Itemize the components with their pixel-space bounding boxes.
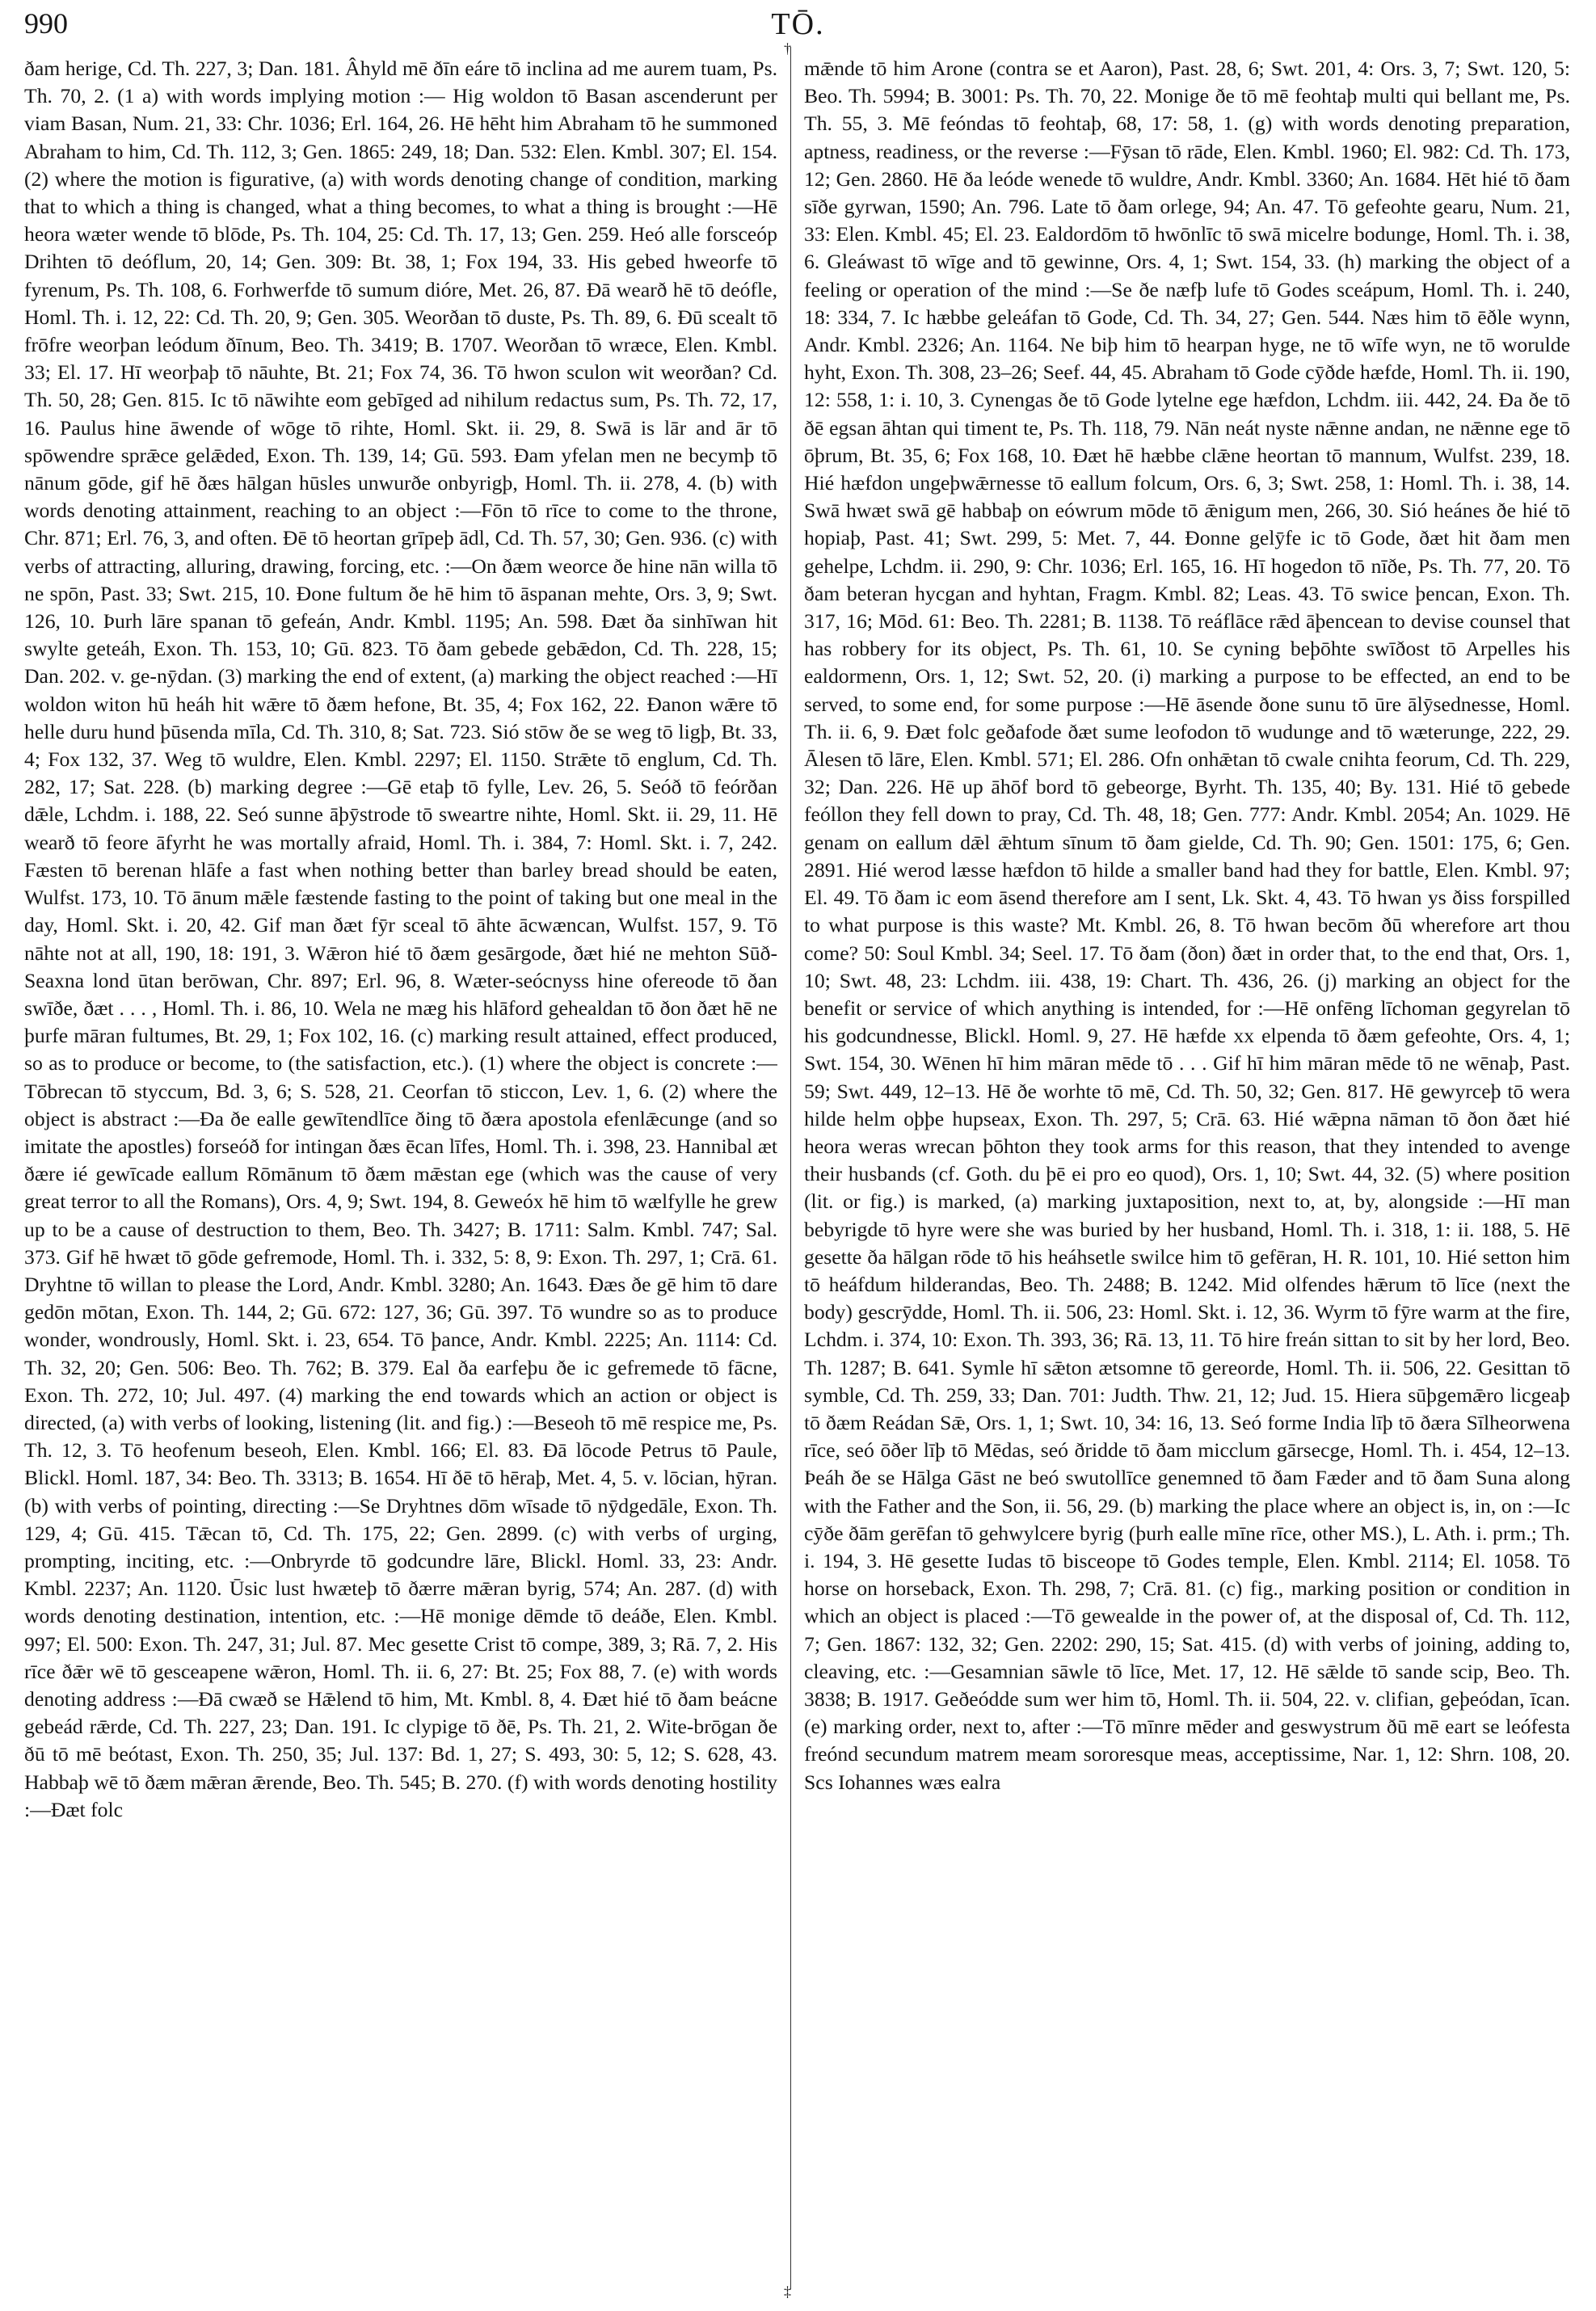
column-divider — [790, 47, 791, 2289]
right-column — [804, 55, 1570, 2289]
left-column — [24, 55, 777, 2289]
page-number: 990 — [24, 7, 68, 40]
running-headword: TŌ. — [771, 7, 825, 41]
page-header — [0, 0, 1596, 48]
left-column-text: ðam herige, Cd. Th. 227, 3; Dan. 181. Âhyld mē ðīn eáre tō inclina ad me aurem tuam, Ps. Th. 70, 2. (1 a) with words implying motion :— Hig woldon tō Basan ascenderunt per viam Basan, Num. 21, 33: Chr. 1036; Erl. 164, 26. Hē hēht him Abraham tō he summoned Abraham to him, Cd. Th. 112, 3; Gen. 1865: 249, 18; Dan. 532: Elen. Kmbl. 307; El. 154. (2) where the motion is figurative, (a) with words denoting change of condition, marking that to which a thing is changed, what a thing becomes, to what a thing is brought :—Hē heora wæter wende tō blōde, Ps. Th. 104, 25: Cd. Th. 17, 13; Gen. 259. Heó alle forsceóp Drihten tō deóflum, 20, 14; Gen. 309: Bt. 38, 1; Fox 194, 33. His gebed hweorfe tō fyrenum, Ps. Th. 108, 6. Forhwerfde tō sumum dióre, Met. 26, 87. Ðā wearð hē tō deófle, Homl. Th. i. 12, 22: Cd. Th. 20, 9; Gen. 305. Weorðan tō duste, Ps. Th. 89, 6. Ðū scealt tō frōfre weorþan leódum ðīnum, Beo. Th. 3419; B. 1707. Weorðan tō wræce, Elen. Kmbl. 33; El. 17. Hī weorþaþ tō nāuhte, Bt. 21; Fox 74, 36. Tō hwon sculon wit weorðan? Cd. Th. 50, 28; Gen. 815. Ic tō nāwihte eom gebīged ad nihilum redactus sum, Ps. Th. 72, 17, 16. Paulus hine āwende of wōge tō rihte, Homl. Skt. ii. 29, 8. Swā is lār and ār tō spōwendre sprǣce gelǣded, Exon. Th. 139, 14; Gū. 593. Ðam yfelan men ne becymþ tō nānum gōde, gif hē ðæs hālgan hūsles unwurðe onbyrigþ, Homl. Th. ii. 278, 4. (b) with words denoting attainment, reaching to an object :—Fōn tō rīce to come to the throne, Chr. 871; Erl. 76, 3, and often. Ðē tō heortan grīpeþ ādl, Cd. Th. 57, 30; Gen. 936. (c) with verbs of attracting, alluring, drawing, forcing, etc. :—On ðæm weorce ðe hine nān willa tō ne spōn, Past. 33; Swt. 215, 10. Ðone fultum ðe hē him tō āspanan mehte, Ors. 3, 9; Swt. 126, 10. Þurh lāre spanan tō gefeán, Andr. Kmbl. 1195; An. 598. Ðæt ða sinhīwan hit swylte geteáh, Exon. Th. 153, 10; Gū. 823. Tō ðam gebede gebǣdon, Cd. Th. 228, 15; Dan. 202. v. ge-nȳdan. (3) marking the end of extent, (a) marking the object reached :—Hī woldon witon hū heáh hit wǣre tō ðæm hefone, Bt. 35, 4; Fox 162, 22. Ðanon wǣre tō helle duru hund þūsenda mīla, Cd. Th. 310, 8; Sat. 723. Sió stōw ðe se weg tō ligþ, Bt. 33, 4; Fox 132, 37. Weg tō wuldre, Elen. Kmbl. 2297; El. 1150. Strǣte tō englum, Cd. Th. 282, 17; Sat. 228. (b) marking degree :—Gē etaþ tō fylle, Lev. 26, 5. Seóð tō feórðan dǣle, Lchdm. i. 188, 22. Seó sunne āþȳstrode tō sweartre nihte, Homl. Skt. ii. 29, 11. Hē wearð tō feore āfyrht he was mortally afraid, Homl. Th. i. 384, 7: Homl. Skt. i. 7, 242. Fæsten tō berenan hlāfe a fast when nothing better than barley bread should be eaten, Wulfst. 173, 10. Tō ānum mǣle fæstende fasting to the point of taking but one meal in the day, Homl. Skt. i. 20, 42. Gif man ðæt fȳr sceal tō āhte ācwæncan, Wulfst. 157, 9. Tō nāhte not at all, 190, 18: 191, 3. Wǣron hié tō ðæm gesārgode, ðæt hié ne mehton Sūð-Seaxna lond ūtan berōwan, Chr. 897; Erl. 96, 8. Wæter-seócnyss hine ofereode tō ðan swīðe, ðæt . . . , Homl. Th. i. 86, 10. Wela ne mæg his hlāford gehealdan tō ðon ðæt hē ne þurfe māran fultumes, Bt. 29, 1; Fox 102, 16. (c) marking result attained, effect produced, so as to produce or become, to (the satisfaction, etc.). (1) where the object is concrete :—Tōbrecan tō styccum, Bd. 3, 6; S. 528, 21. Ceorfan tō sticcon, Lev. 1, 6. (2) where the object is abstract :—Ða ðe ealle gewītendlīce ðing tō ðæra apostola efenlǣcunge (and so imitate the apostles) forseóð for intingan ðæs ēcan līfes, Homl. Th. i. 398, 23. Hannibal æt ðære ié gewīcade eallum Rōmānum tō ðæm mǣstan ege (which was the cause of very great terror to all the Romans), Ors. 4, 9; Swt. 194, 8. Geweóx hē him tō wælfylle he grew up to be a cause of destruction to them, Beo. Th. 3427; B. 1711: Salm. Kmbl. 747; Sal. 373. Gif hē hwæt tō gōde gefremode, Homl. Th. i. 332, 5: 8, 9: Exon. Th. 297, 1; Crā. 61. Dryhtne tō willan to please the Lord, Andr. Kmbl. 3280; An. 1643. Ðæs ðe gē him tō dare gedōn mōtan, Exon. Th. 144, 2; Gū. 672: 127, 36; Gū. 397. Tō wundre so as to produce wonder, wondrously, Homl. Skt. i. 23, 654. Tō þance, Andr. Kmbl. 2225; An. 1114: Cd. Th. 32, 20; Gen. 506: Beo. Th. 762; B. 379. Eal ða earfeþu ðe ic gefremede tō fācne, Exon. Th. 272, 10; Jul. 497. (4) marking the end towards which an action or object is directed, (a) with verbs of looking, listening (lit. and fig.) :—Beseoh tō mē respice me, Ps. Th. 12, 3. Tō heofenum beseoh, Elen. Kmbl. 166; El. 83. Ðā lōcode Petrus tō Paule, Blickl. Homl. 187, 34: Beo. Th. 3313; B. 1654. Hī ðē tō hēraþ, Met. 4, 5. v. lōcian, hȳran. (b) with verbs of pointing, directing :—Se Dryhtnes dōm wīsade tō nȳdgedāle, Exon. Th. 129, 4; Gū. 415. Tǣcan tō, Cd. Th. 175, 22; Gen. 2899. (c) with verbs of urging, prompting, inciting, etc. :—Onbryrde tō godcundre lāre, Blickl. Homl. 33, 23: Andr. Kmbl. 2237; An. 1120. Ūsic lust hwæteþ tō ðærre mǣran byrig, 574; An. 287. (d) with words denoting destination, intention, etc. :—Hē monige dēmde tō deáðe, Elen. Kmbl. 997; El. 500: Exon. Th. 247, 31; Jul. 87. Mec gesette Crist tō compe, 389, 3; Rā. 7, 2. His rīce ðǣr wē tō gesceapene wǣron, Homl. Th. ii. 6, 27: Bt. 25; Fox 88, 7. (e) with words denoting address :—Ðā cwæð se Hǣlend tō him, Mt. Kmbl. 8, 4. Ðæt hié tō ðam beácne gebeád rǣrde, Cd. Th. 227, 23; Dan. 191. Ic clypige tō ðē, Ps. Th. 21, 2. Wite-brōgan ðe ðū tō mē beótast, Exon. Th. 250, 35; Jul. 137: Bd. 1, 27; S. 493, 30: 5, 12; S. 628, 43. Habbaþ wē tō ðæm mǣran ǣrende, Beo. Th. 545; B. 270. (f) with words denoting hostility :—Ðæt folc — [24, 57, 777, 1821]
divider-bottom-ornament: ‡ — [784, 2284, 791, 2300]
right-column-text: mǣnde tō him Arone (contra se et Aaron), Past. 28, 6; Swt. 201, 4: Ors. 3, 7; Swt. 120, 5: Beo. Th. 5994; B. 3001: Ps. Th. 70, 22. Monige ðe tō mē feohtaþ multi qui bellant me, Ps. Th. 55, 3. Mē feóndas tō feohtaþ, 68, 17: 58, 1. (g) with words denoting preparation, aptness, readiness, or the reverse :—Fȳsan tō rāde, Elen. Kmbl. 1960; El. 982: Cd. Th. 173, 12; Gen. 2860. Hē ða leóde wenede tō wuldre, Andr. Kmbl. 3360; An. 1684. Hēt hié tō ðam sīðe gyrwan, 1590; An. 796. Late tō ðam orlege, 94; An. 47. Tō gefeohte gearu, Num. 21, 33: Elen. Kmbl. 45; El. 23. Ealdordōm tō hwōnlīc tō swā micelre bodunge, Homl. Th. i. 38, 6. Gleáwast tō wīge and tō gewinne, Ors. 4, 1; Swt. 154, 33. (h) marking the object of a feeling or operation of the mind :—Se ðe næfþ lufe tō Godes sceápum, Homl. Th. i. 240, 18: 334, 7. Ic hæbbe geleáfan tō Gode, Cd. Th. 34, 27; Gen. 544. Næs him tō ēðle wynn, Andr. Kmbl. 2326; An. 1164. Ne biþ him tō hearpan hyge, ne tō wīfe wyn, ne tō worulde hyht, Exon. Th. 308, 23–26; Seef. 44, 45. Abraham tō Gode cȳðde hæfde, Homl. Th. ii. 190, 12: 558, 1: i. 10, 3. Cynengas ðe tō Gode lytelne ege hæfdon, Lchdm. iii. 442, 24. Ða ðe tō ðē egsan āhtan qui timent te, Ps. Th. 118, 79. Nān neát nyste nǣnne andan, ne nǣnne ege tō ōþrum, Bt. 35, 6; Fox 168, 10. Ðæt hē hæbbe clǣne heortan tō mannum, Wulfst. 239, 18. Hié hæfdon ungeþwǣrnesse tō eallum folcum, Ors. 6, 3; Swt. 258, 1: Homl. Th. i. 38, 14. Swā hwæt swā gē habbaþ on eówrum mōde tō ǣnigum men, 266, 30. Sió heánes ðe hié tō hopiaþ, Past. 41; Swt. 299, 5: Met. 7, 44. Ðonne gelȳfe ic tō Gode, ðæt hit ðam men gehelpe, Lchdm. ii. 290, 9: Chr. 1036; Erl. 165, 16. Hī hogedon tō nīðe, Ps. Th. 77, 20. Tō ðam beteran hycgan and hyhtan, Fragm. Kmbl. 82; Leas. 43. Tō swice þencan, Exon. Th. 317, 16; Mōd. 61: Beo. Th. 2281; B. 1138. Tō reáflāce rǣd āþencean to devise counsel that has robbery for its object, Ps. Th. 61, 10. Se cyning beþōhte swīðost tō Arpelles his ealdormenn, Ors. 1, 12; Swt. 52, 20. (i) marking a purpose to be effected, an end to be served, to some end, for some purpose :—Hē āsende ðone sunu tō ūre ālȳsednesse, Homl. Th. ii. 6, 9. Ðæt folc geðafode ðæt sume leofodon tō wudunge and tō wæterunge, 222, 29. Ālesen tō lāre, Elen. Kmbl. 571; El. 286. Ofn onhǣtan tō cwale cnihta feorum, Cd. Th. 229, 32; Dan. 226. Hē up āhōf bord tō gebeorge, Byrht. Th. 135, 40; By. 131. Hié tō gebede feóllon they fell down to pray, Cd. Th. 48, 18; Gen. 777: Andr. Kmbl. 2054; An. 1029. Hē genam on eallum dǣl ǣhtum sīnum tō ðam gielde, Cd. Th. 90; Gen. 1501: 175, 6; Gen. 2891. Hié werod læsse hæfdon tō hilde a smaller band had they for battle, Elen. Kmbl. 97; El. 49. Tō ðam ic eom āsend therefore am I sent, Lk. Skt. 4, 43. Tō hwan ys ðiss forspilled to what purpose is this waste? Mt. Kmbl. 26, 8. Tō hwan becōm ðū wherefore art thou come? 50: Soul Kmbl. 34; Seel. 17. Tō ðam (ðon) ðæt in order that, to the end that, Ors. 1, 10; Swt. 48, 23: Lchdm. iii. 438, 19: Chart. Th. 436, 26. (j) marking an object for the benefit or service of which anything is intended, for :—Hē onfēng līchoman gegyrelan tō his godcundnesse, Blickl. Homl. 9, 27. Hē hæfde xx elpenda tō ðæm gefeohte, Ors. 4, 1; Swt. 154, 30. Wēnen hī him māran mēde tō . . . Gif hī him māran mēde tō ne wēnaþ, Past. 59; Swt. 449, 12–13. Hē ðe worhte tō mē, Cd. Th. 50, 32; Gen. 817. Hē gewyrceþ tō wera hilde helm oþþe hupseax, Exon. Th. 297, 5; Crā. 63. Hié wǣpna nāman tō ðon ðæt hié heora weras wrecan þōhton they took arms for this reason, that they intended to avenge their husbands (cf. Goth. du þē ei pro eo quod), Ors. 1, 10; Swt. 44, 32. (5) where position (lit. or fig.) is marked, (a) marking juxtaposition, next to, at, by, alongside :—Hī man bebyrigde tō hyre were she was buried by her husband, Homl. Th. i. 318, 1: ii. 188, 5. Hē gesette ða hālgan rōde tō his heáhsetle swilce him tō gefēran, H. R. 101, 10. Hié setton him tō heáfdum hilderandas, Beo. Th. 2488; B. 1242. Mid olfendes hǣrum tō līce (next the body) gescrȳdde, Homl. Th. ii. 506, 23: Homl. Skt. i. 12, 36. Wyrm tō fȳre warm at the fire, Lchdm. i. 374, 10: Exon. Th. 393, 36; Rā. 13, 11. Tō hire freán sittan to sit by her lord, Beo. Th. 1287; B. 641. Symle hī sǣton ætsomne tō gereorde, Homl. Th. ii. 506, 22. Gesittan tō symble, Cd. Th. 259, 33; Dan. 701: Judth. Thw. 21, 12; Jud. 15. Hiera sūþgemǣro licgeaþ tō ðæm Reádan Sǣ, Ors. 1, 1; Swt. 10, 34: 16, 13. Seó forme India līþ tō ðæra Sīlheorwena rīce, seó ōðer līþ tō Mēdas, seó ðridde tō ðam micclum gārsecge, Homl. Th. i. 454, 12–13. Þeáh ðe se Hālga Gāst ne beó swutollīce genemned tō ðam Fæder and tō ðam Suna along with the Father and the Son, ii. 56, 29. (b) marking the place where an object is, in, on :—Ic cȳðe ðām gerēfan tō gehwylcere byrig (þurh ealle mīne rīce, other MS.), L. Ath. i. prm.; Th. i. 194, 3. Hē gesette Iudas tō bisceope tō Godes temple, Elen. Kmbl. 2114; El. 1058. Tō horse on horseback, Exon. Th. 298, 7; Crā. 81. (c) fig., marking position or condition in which an object is placed :—Tō gewealde in the power of, at the disposal of, Cd. Th. 112, 7; Gen. 1867: 132, 32; Gen. 2202: 290, 15; Sat. 415. (d) with verbs of joining, adding to, cleaving, etc. :—Gesamnian sāwle tō līce, Met. 17, 12. Hē sǣlde tō sande scip, Beo. Th. 3838; B. 1917. Geðeódde sum wer him tō, Homl. Th. ii. 504, 22. v. clifian, geþeódan, īcan. (e) marking order, next to, after :—Tō mīnre mēder and geswystrum ðū mē eart se leófesta freónd secundum matrem meam sororesque meas, acceptissime, Nar. 1, 12: Shrn. 108, 20. Scs Iohannes wæs ealra — [804, 57, 1570, 1794]
divider-top-ornament: † — [784, 40, 791, 57]
